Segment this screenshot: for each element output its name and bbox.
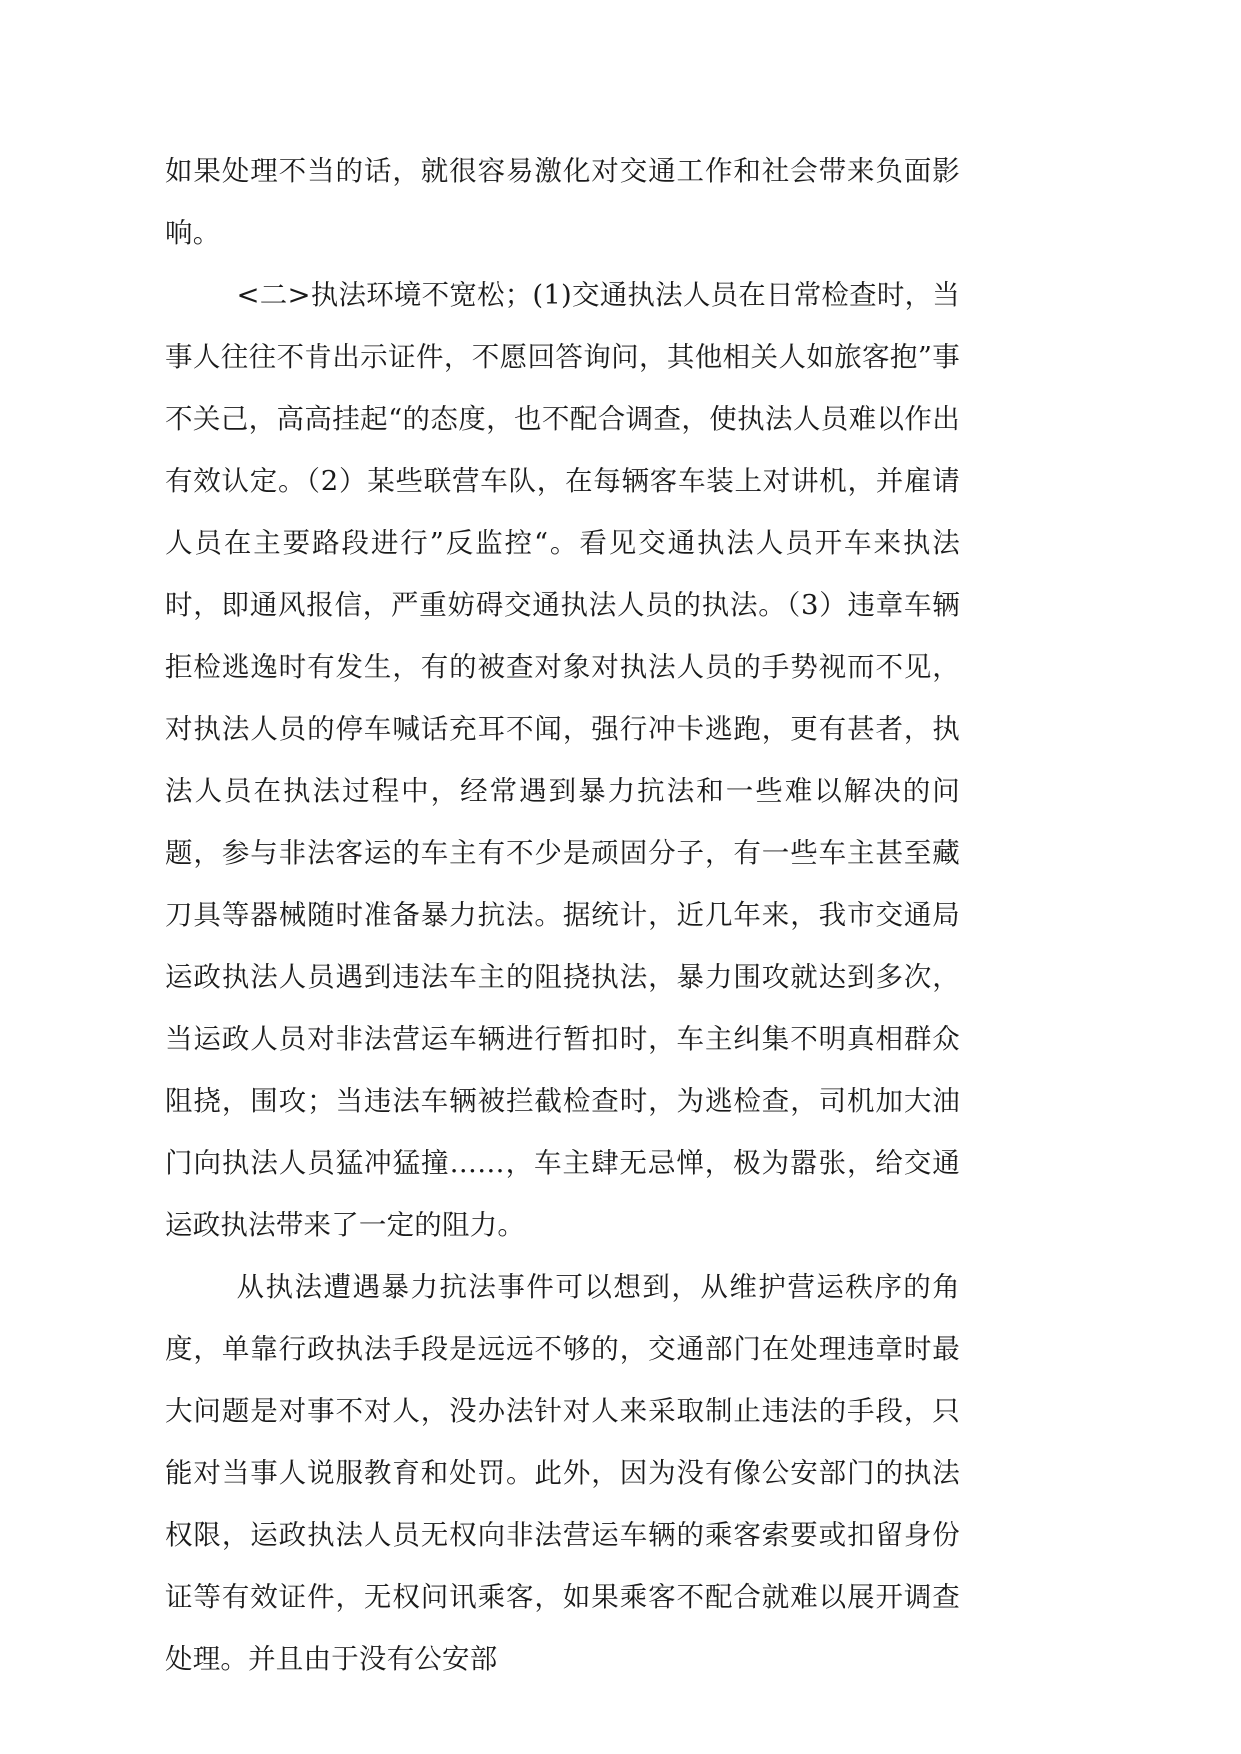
paragraph-2: <二>执法环境不宽松；(1)交通执法人员在日常检查时，当事人往往不肯出示证件，不愿回答询问，其他相关人如旅客抱”事不关己，高高挂起“的态度，也不配合调查，使执法人员难以作出有效认定。（2）某些联营车队，在每辆客车装上对讲机，并雇请人员在主要路段进行”反监控“。看见交通执法人员开车来执法时，即通风报信，严重妨碍交通执法人员的执法。（3）违章车辆拒检逃逸时有发生，有的被查对象对执法人员的手势视而不见，对执法人员的停车喊话充耳不闻，强行冲卡逃跑，更有甚者，执法人员在执法过程中，经常遇到暴力抗法和一些难以解决的问题，参与非法客运的车主有不少是顽固分子，有一些车主甚至藏刀具等器械随时准备暴力抗法。据统计，近几年来，我市交通局运政执法人员遇到违法车主的阻挠执法，暴力围攻就达到多次，当运政人员对非法营运车辆进行暂扣时，车主纠集不明真相群众阻挠，围攻；当违法车辆被拦截检查时，为逃检查，司机加大油门向执法人员猛冲猛撞……，车主肆无忌惮，极为嚣张，给交通运政执法带来了一定的阻力。 xyxy=(165,279,960,1241)
paragraph-3: 从执法遭遇暴力抗法事件可以想到，从维护营运秩序的角度，单靠行政执法手段是远远不够的，交通部门在处理违章时最大问题是对事不对人，没办法针对人来采取制止违法的手段，只能对当事人说服教育和处罚。此外，因为没有像公安部门的执法权限，运政执法人员无权向非法营运车辆的乘客索要或扣留身份证等有效证件，无权问讯乘客，如果乘客不配合就难以展开调查处理。并且由于没有公安部 xyxy=(165,1271,960,1675)
document-body xyxy=(165,140,960,1690)
paragraph-1: 如果处理不当的话，就很容易激化对交通工作和社会带来负面影响。 xyxy=(165,155,960,249)
